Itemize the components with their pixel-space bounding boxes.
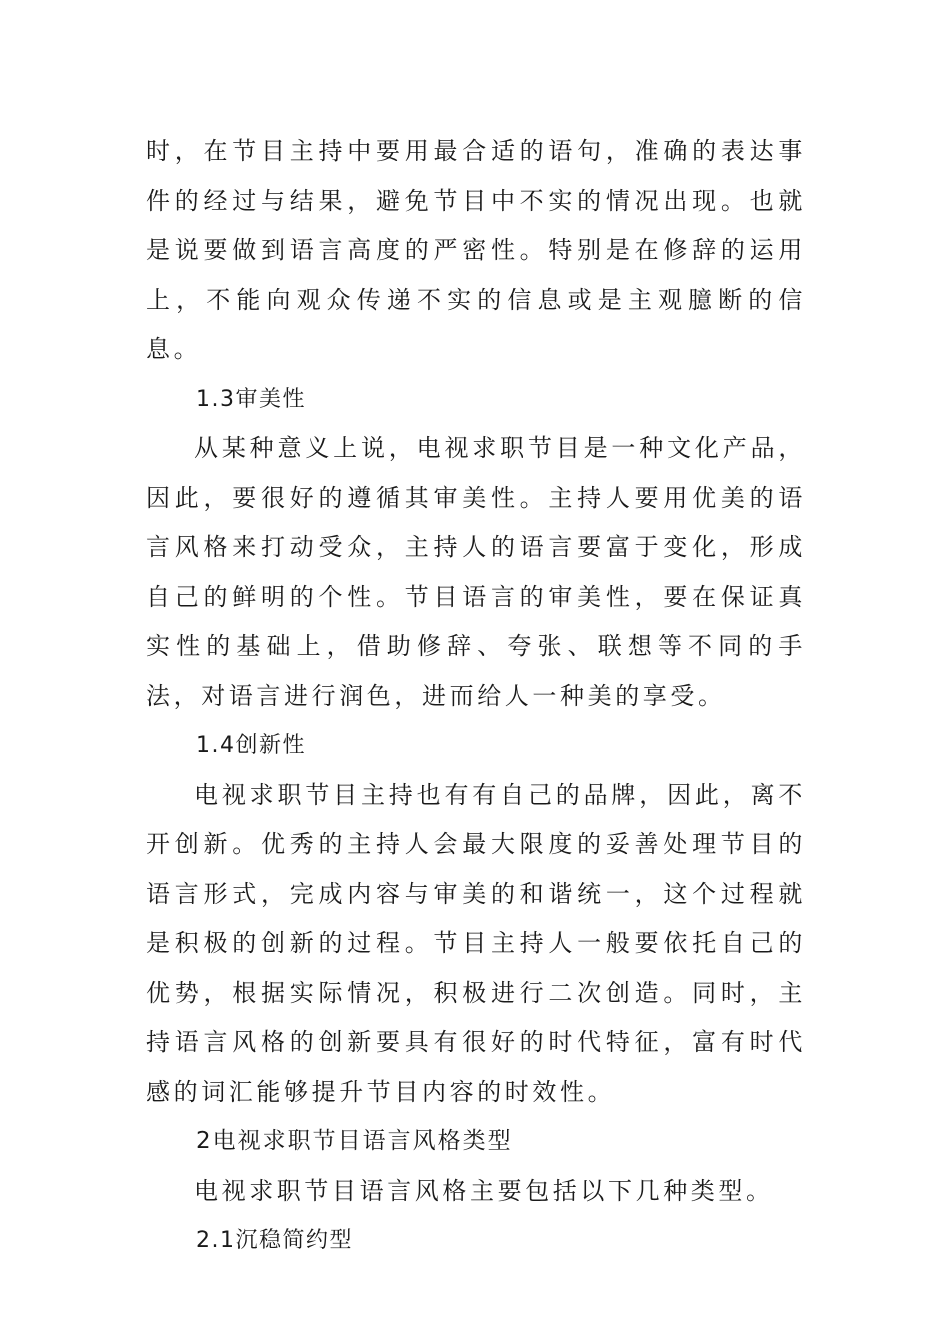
section-heading-1-4: 1.4创新性 bbox=[196, 733, 306, 758]
paragraph-types-intro: 电视求职节目语言风格主要包括以下几种类型。 bbox=[194, 1176, 774, 1205]
section-heading-1-3: 1.3审美性 bbox=[196, 386, 306, 412]
document-body bbox=[146, 127, 806, 1266]
section-heading-2: 2电视求职节目语言风格类型 bbox=[196, 1128, 513, 1154]
paragraph-innovation: 电视求职节目主持也有有自己的品牌，因此，离不开创新。优秀的主持人会最大限度的妥善处理节目的语言形式，完成内容与审美的和谐统一，这个过程就是积极的创新的过程。节目主持人一般要依托自己的优势，根据实际情况，积极进行二次创造。同时，主持语言风格的创新要具有很好的时代特征，富有时代感的词汇能够提升节目内容的时效性。 bbox=[146, 780, 806, 1106]
paragraph-continuation: 时，在节目主持中要用最合适的语句，准确的表达事件的经过与结果，避免节目中不实的情况出现。也就是说要做到语言高度的严密性。特别是在修辞的运用上，不能向观众传递不实的信息或是主观臆断的信息。 bbox=[146, 137, 806, 363]
section-heading-2-1: 2.1沉稳简约型 bbox=[196, 1228, 353, 1253]
paragraph-aesthetics: 从某种意义上说，电视求职节目是一种文化产品，因此，要很好的遵循其审美性。主持人要用优美的语言风格来打动受众，主持人的语言要富于变化，形成自己的鲜明的个性。节目语言的审美性，要在保证真实性的基础上，借助修辞、夸张、联想等不同的手法，对语言进行润色，进而给人一种美的享受。 bbox=[146, 434, 806, 710]
